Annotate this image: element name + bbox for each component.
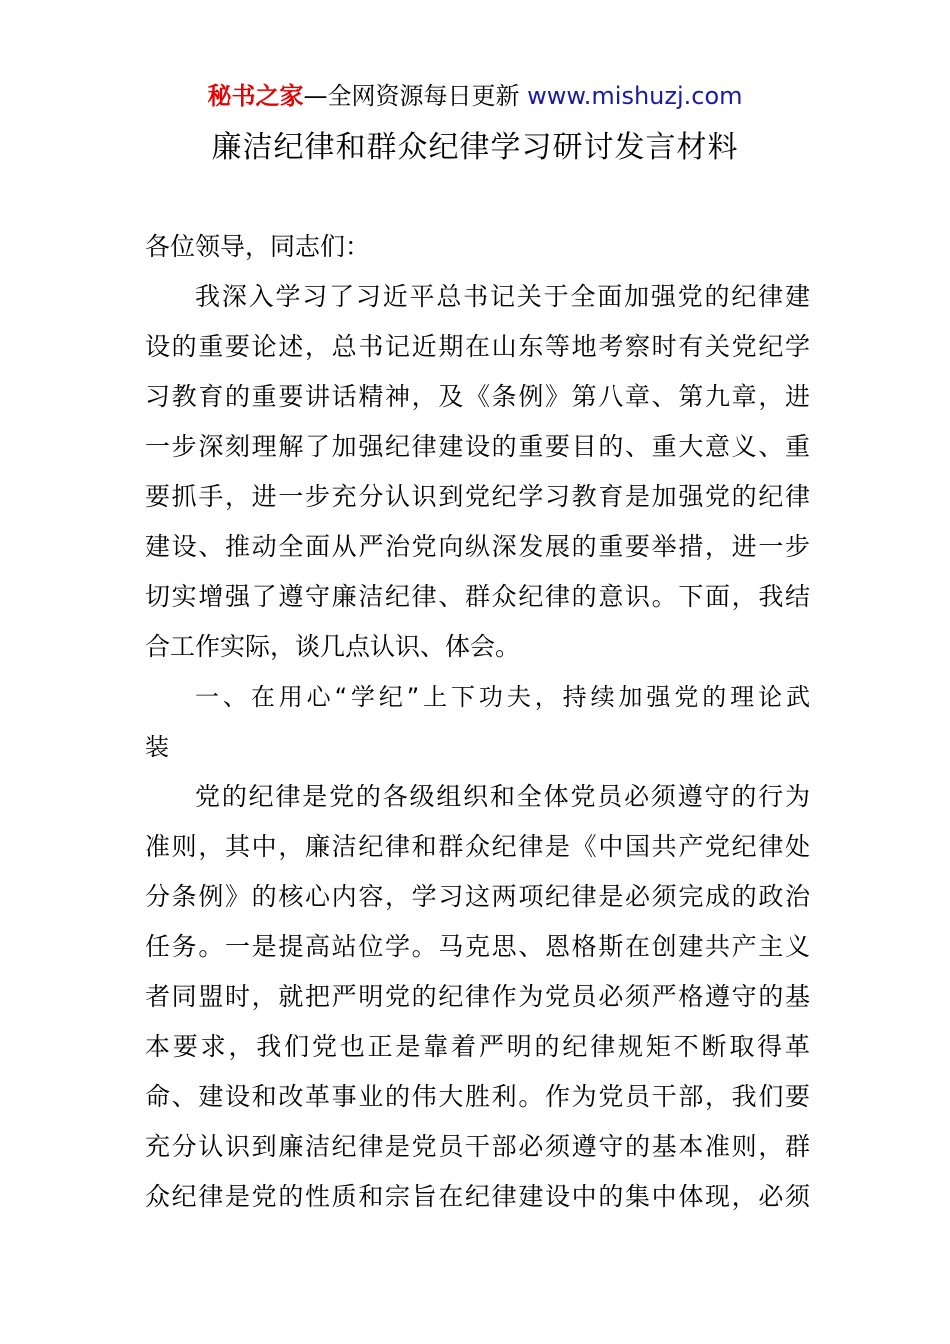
- paragraph-line: 本要求，我们党也正是靠着严明的纪律规矩不断取得革: [145, 1032, 810, 1061]
- salutation: 各位领导，同志们：: [145, 232, 371, 261]
- paragraph-line: 要抓手，进一步充分认识到党纪学习教育是加强党的纪律: [145, 482, 810, 511]
- paragraph-line: 我深入学习了习近平总书记关于全面加强党的纪律建: [195, 282, 810, 311]
- document-title: 廉洁纪律和群众纪律学习研讨发言材料: [211, 130, 739, 165]
- site-name: 秘书之家: [207, 82, 304, 110]
- document-body: [145, 222, 810, 1222]
- paragraph-line: 分条例》的核心内容，学习这两项纪律是必须完成的政治: [145, 882, 810, 911]
- paragraph-line: 任务。一是提高站位学。马克思、恩格斯在创建共产主义: [145, 932, 810, 961]
- paragraph-line: 合工作实际，谈几点认识、体会。: [145, 632, 521, 661]
- paragraph-line: 设的重要论述，总书记近期在山东等地考察时有关党纪学: [145, 332, 810, 361]
- paragraph-line: 命、建设和改革事业的伟大胜利。作为党员干部，我们要: [145, 1082, 810, 1111]
- paragraph-line: 者同盟时，就把严明党的纪律作为党员必须严格遵守的基: [145, 982, 810, 1011]
- section-heading-line: 一、在用心“学纪”上下功夫，持续加强党的理论武: [195, 683, 810, 711]
- paragraph-line: 准则，其中，廉洁纪律和群众纪律是《中国共产党纪律处: [145, 832, 810, 861]
- paragraph-line: 众纪律是党的性质和宗旨在纪律建设中的集中体现，必须: [145, 1182, 810, 1211]
- paragraph-line: 切实增强了遵守廉洁纪律、群众纪律的意识。下面，我结: [145, 582, 810, 611]
- paragraph-line: 充分认识到廉洁纪律是党员干部必须遵守的基本准则，群: [145, 1132, 810, 1161]
- site-url-link[interactable]: www.mishuzj.com: [527, 82, 743, 110]
- paragraph-line: 党的纪律是党的各级组织和全体党员必须遵守的行为: [195, 782, 810, 811]
- section-heading-line: 装: [145, 733, 169, 761]
- site-tagline: —全网资源每日更新: [303, 82, 528, 110]
- paragraph-line: 一步深刻理解了加强纪律建设的重要目的、重大意义、重: [145, 432, 810, 461]
- paragraph-line: 建设、推动全面从严治党向纵深发展的重要举措，进一步: [145, 532, 810, 561]
- paragraph-line: 习教育的重要讲话精神，及《条例》第八章、第九章，进: [145, 382, 810, 411]
- site-header: [0, 80, 950, 112]
